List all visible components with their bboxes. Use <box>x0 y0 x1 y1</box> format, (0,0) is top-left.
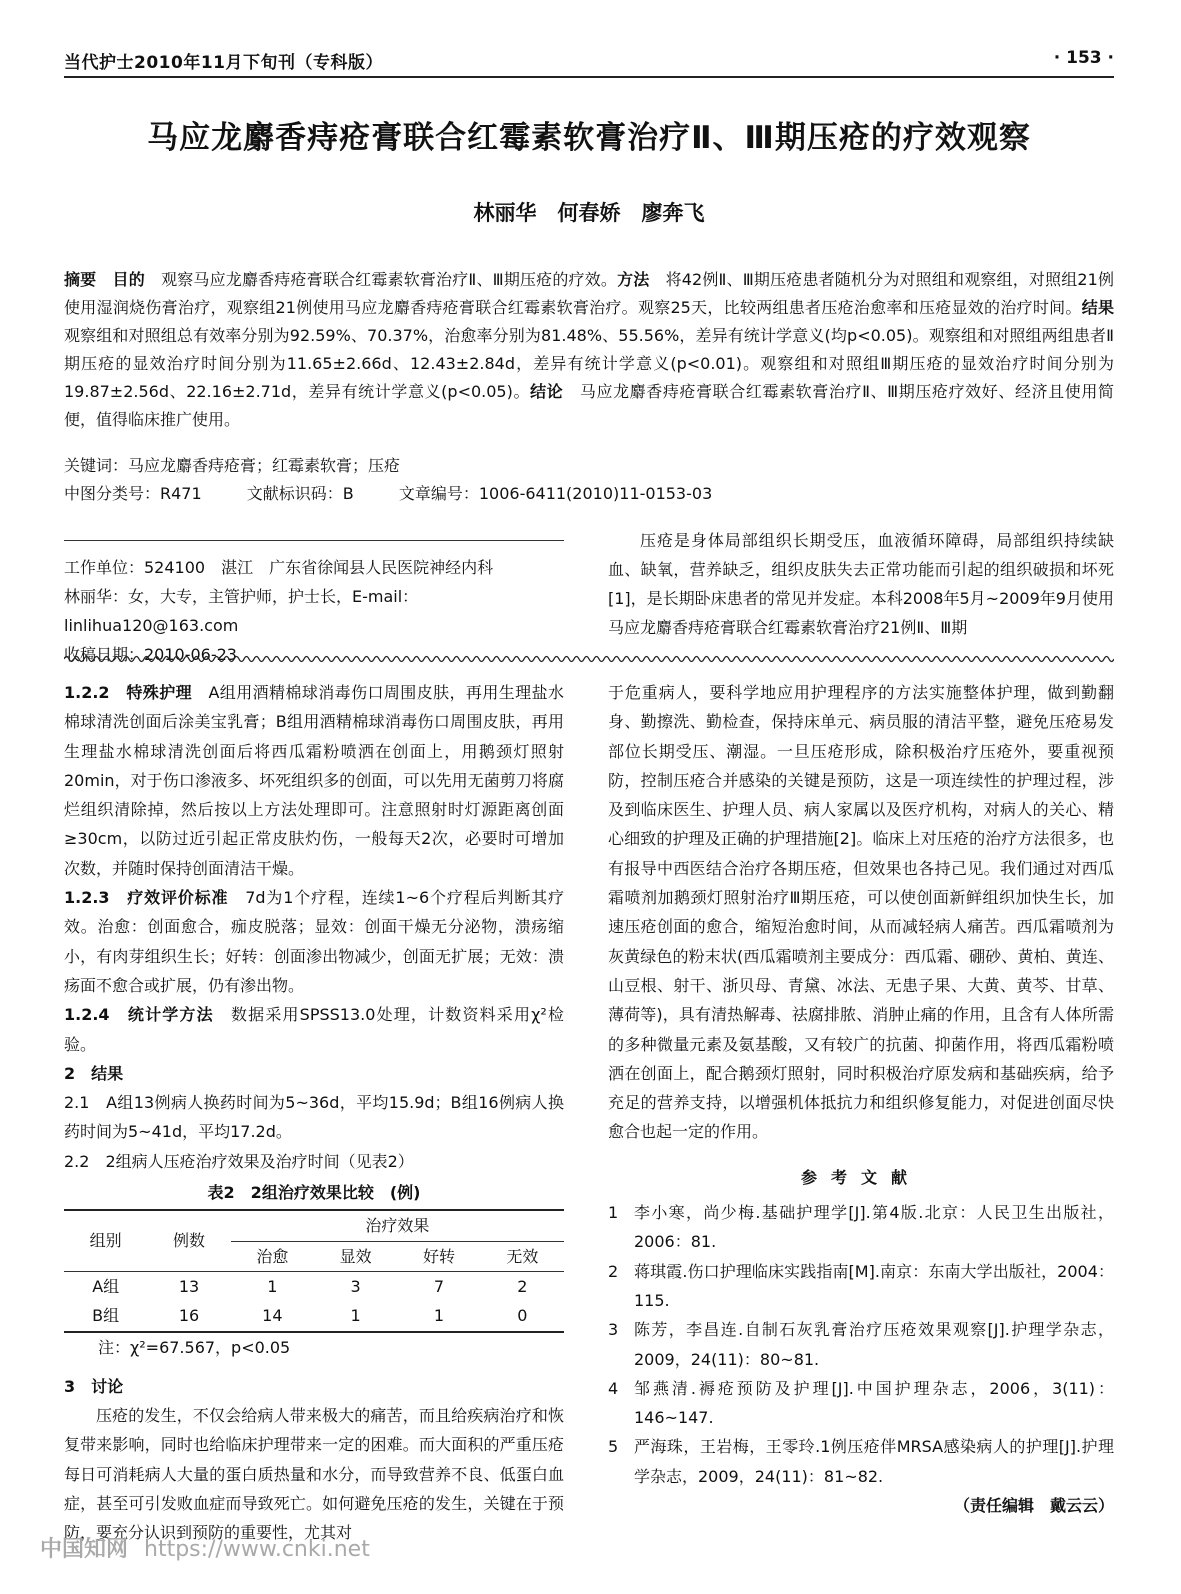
abstract-result-label: 结果 <box>1081 298 1114 317</box>
abstract-conclusion-label: 结论 <box>530 382 564 401</box>
keywords: 关键词：马应龙麝香痔疮膏；红霉素软膏；压疮 <box>64 456 401 475</box>
classification-line <box>64 480 1114 508</box>
results-table <box>64 1209 564 1332</box>
table-cell: 3 <box>314 1271 397 1301</box>
reference-text: 陈芳，李昌连.自制石灰乳膏治疗压疮效果观察[J].护理学杂志，2009，24(11)：80~81. <box>634 1320 1114 1369</box>
section-1-2-3-text: 7d为1个疗程，连续1~6个疗程后判断其疗效。治愈：创面愈合，痂皮脱落；显效：创面干燥无分泌物，溃疡缩小，有肉芽组织生长；好转：创面渗出物减少，创面无扩展；无效：溃疡面不愈合或扩展，仍有渗出物。 <box>64 888 564 995</box>
table-cell: 14 <box>231 1301 314 1331</box>
left-column <box>64 678 564 1548</box>
table-row <box>64 1271 564 1301</box>
header-rule <box>64 76 1114 78</box>
reference-number: 2 <box>608 1261 619 1281</box>
authors: 林丽华 何春娇 廖奔飞 <box>473 201 705 225</box>
table-header-cases: 例数 <box>147 1210 230 1271</box>
footnote-rule <box>64 540 564 541</box>
section-1-2-4-text: 数据采用SPSS13.0处理，计数资料采用χ²检验。 <box>64 1005 564 1054</box>
reference-item <box>608 1432 1114 1491</box>
section-3-heading: 3 讨论 <box>64 1376 124 1396</box>
page-separator <box>64 652 1114 666</box>
reference-item <box>608 1198 1114 1257</box>
section-2-heading: 2 结果 <box>64 1063 124 1083</box>
page-number: · 153 · <box>1053 48 1114 68</box>
reference-text: 蒋琪霞.伤口护理临床实践指南[M].南京：东南大学出版社，2004：115. <box>634 1261 1114 1310</box>
abstract-method: 将42例Ⅱ、Ⅲ期压疮患者随机分为对照组和观察组，对照组21例使用湿润烧伤膏治疗，观察组21例使用马应龙麝香痔疮膏联合红霉素软膏治疗。观察25天，比较两组患者压疮治愈率和压疮显效的治疗时间。 <box>64 270 1114 317</box>
reference-number: 1 <box>608 1203 619 1223</box>
abstract-objective: 观察马应龙麝香痔疮膏联合红霉素软膏治疗Ⅱ、Ⅲ期压疮的疗效。 <box>161 270 618 289</box>
running-header <box>64 48 1114 88</box>
intro-paragraph <box>608 526 1114 642</box>
article-title: 马应龙麝香痔疮膏联合红霉素软膏治疗Ⅱ、Ⅲ期压疮的疗效观察 <box>147 120 1031 156</box>
reference-text: 严海珠，王岩梅，王零玲.1例压疮伴MRSA感染病人的护理[J].护理学杂志，2009，24(11)：81~82. <box>634 1437 1114 1486</box>
footnote-author: 林丽华：女，大专，主管护师，护士长，E-mail：linlihua120@163.com <box>64 587 419 635</box>
document-code: 文献标识码：B <box>246 484 354 503</box>
table-note: 注：χ²=67.567，p<0.05 <box>98 1337 291 1357</box>
reference-number: 4 <box>608 1378 619 1398</box>
table-cell: 2 <box>481 1271 564 1301</box>
abstract-label: 摘要 目的 <box>64 270 145 289</box>
discussion-paragraph: 压疮的发生，不仅会给病人带来极大的痛苦，而且给疾病治疗和恢复带来影响，同时也给临床护理带来一定的困难。而大面积的严重压疮每日可消耗病人大量的蛋白质热量和水分，而导致营养不良、低蛋白血症，甚至可引发败血症而导致死亡。如何避免压疮的发生，关键在于预防，要充分认识到预防的重要性，尤其对 <box>64 1406 564 1543</box>
section-2-2-text: 2.2 2组病人压疮治疗效果及治疗时间（见表2） <box>64 1151 414 1171</box>
reference-number: 5 <box>608 1437 619 1457</box>
section-2-1-text: 2.1 A组13例病人换药时间为5~36d，平均15.9d；B组16例病人换药时间为5~41d，平均17.2d。 <box>64 1093 564 1142</box>
section-1-2-4-heading: 1.2.4 统计学方法 <box>64 1005 214 1025</box>
table-subheader: 显效 <box>314 1241 397 1271</box>
footnote-affiliation: 工作单位：524100 湛江 广东省徐闻县人民医院神经内科 <box>64 558 494 577</box>
clc-number: 中图分类号：R471 <box>64 484 202 503</box>
table-cell: 1 <box>314 1301 397 1331</box>
table-cell: 1 <box>231 1271 314 1301</box>
reference-item <box>608 1257 1114 1316</box>
reference-text: 邹燕清.褥疮预防及护理[J].中国护理杂志，2006，3(11)：146~147. <box>634 1378 1114 1428</box>
table-row <box>64 1301 564 1331</box>
abstract-result: 观察组和对照组总有效率分别为92.59%、70.37%，治愈率分别为81.48%、55.56%，差异有统计学意义(均p<0.05)。观察组和对照组两组患者Ⅱ期压疮的显效治疗时间分别为11.65±2.66d、12.43±2.84d，差异有统计学意义(p<0.01)。观察组和对照组Ⅲ期压疮的显效治疗时间分别为19.87±2.56d、22.16±2.71d，差异有统计学意义(p<0.05)。 <box>64 326 1114 401</box>
section-1-2-2-text: A组用酒精棉球消毒伤口周围皮肤，再用生理盐水棉球清洗创面后涂美宝乳膏；B组用酒精棉球消毒伤口周围皮肤，再用生理盐水棉球清洗创面后将西瓜霜粉喷洒在创面上，用鹅颈灯照射20min，对于伤口渗液多、坏死组织多的创面，可以先用无菌剪刀将腐烂组织清除掉，然后按以上方法处理即可。注意照射时灯源距离创面≥30cm，以防过近引起正常皮肤灼伤，一般每天2次，必要时可增加次数，并随时保持创面清洁干燥。 <box>64 683 564 878</box>
references-heading: 参考文献 <box>800 1167 921 1187</box>
cnki-watermark <box>40 1532 370 1563</box>
watermark-url: https://www.cnki.net <box>144 1537 370 1562</box>
section-1-2-2-heading: 1.2.2 特殊护理 <box>64 683 193 702</box>
reference-text: 李小寒，尚少梅.基础护理学[J].第4版.北京：人民卫生出版社，2006：81. <box>634 1203 1114 1252</box>
right-column <box>608 678 1114 1520</box>
abstract-method-label: 方法 <box>617 270 650 289</box>
watermark-brand: 中国知网 <box>40 1537 129 1562</box>
reference-list <box>608 1198 1114 1491</box>
discussion-continued: 于危重病人，要科学地应用护理程序的方法实施整体护理，做到勤翻身、勤擦洗、勤检查，保持床单元、病员服的清洁平整，避免压疮易发部位长期受压、潮湿。一旦压疮形成，除积极治疗压疮外，要重视预防，控制压疮合并感染的关键是预防，这是一项连续性的护理过程，涉及到临床医生、护理人员、病人家属以及医疗机构，对病人的关心、精心细致的护理及正确的护理措施[2]。临床上对压疮的治疗方法很多，也有报导中西医结合治疗各期压疮，但效果也各持己见。我们通过对西瓜霜喷剂加鹅颈灯照射治疗Ⅲ期压疮，可以使创面新鲜组织加快生长，加速压疮创面的愈合，缩短治愈时间，从而减轻病人痛苦。西瓜霜喷剂为灰黄绿色的粉末状(西瓜霜喷剂主要成分：西瓜霜、硼砂、黄柏、黄连、山豆根、射干、浙贝母、青黛、冰法、无患子果、大黄、黄芩、甘草、薄荷等)，具有清热解毒、祛腐排脓、消肿止痛的作用，且含有人体所需的多种微量元素及氨基酸，又有较广的抗菌、抑菌作用，将西瓜霜粉喷洒在创面上，配合鹅颈灯照射，同时积极治疗原发病和基础疾病，给予充足的营养支持，以增强机体抵抗力和组织修复能力，对促进创面尽快愈合也起一定的作用。 <box>608 683 1114 1142</box>
table-cell: 1 <box>397 1301 480 1331</box>
section-1-2-3-heading: 1.2.3 疗效评价标准 <box>64 888 229 908</box>
intro-text: 压疮是身体局部组织长期受压，血液循环障碍，局部组织持续缺血、缺氧，营养缺乏，组织皮肤失去正常功能而引起的组织破损和坏死[1]，是长期卧床患者的常见并发症。本科2008年5月~2009年9月使用马应龙麝香痔疮膏联合红霉素软膏治疗21例Ⅱ、Ⅲ期 <box>608 531 1114 637</box>
reference-number: 3 <box>608 1320 619 1340</box>
table-cell: 7 <box>397 1271 480 1301</box>
abstract-conclusion: 马应龙麝香痔疮膏联合红霉素软膏治疗Ⅱ、Ⅲ期压疮疗效好、经济且使用简便，值得临床推广使用。 <box>64 382 1114 429</box>
table-header-effect: 治疗效果 <box>231 1210 564 1241</box>
table-caption: 表2 2组治疗效果比较 (例) <box>207 1183 421 1203</box>
table-cell: 13 <box>147 1271 230 1301</box>
table-subheader: 好转 <box>397 1241 480 1271</box>
article-number: 文章编号：1006-6411(2010)11-0153-03 <box>398 484 713 503</box>
journal-name: 当代护士2010年11月下旬刊（专科版） <box>64 53 383 73</box>
table-cell: A组 <box>64 1271 147 1301</box>
reference-item <box>608 1315 1114 1374</box>
table-cell: 0 <box>481 1301 564 1331</box>
footnote-received: 收稿日期：2010-06-23 <box>64 645 237 664</box>
table-cell: B组 <box>64 1301 147 1331</box>
abstract <box>64 266 1114 434</box>
reference-item <box>608 1374 1114 1433</box>
table-subheader: 无效 <box>481 1241 564 1271</box>
responsible-editor: （责任编辑 戴云云） <box>953 1496 1114 1516</box>
table-subheader: 治愈 <box>231 1241 314 1271</box>
table-header-group: 组别 <box>64 1210 147 1271</box>
table-cell: 16 <box>147 1301 230 1331</box>
